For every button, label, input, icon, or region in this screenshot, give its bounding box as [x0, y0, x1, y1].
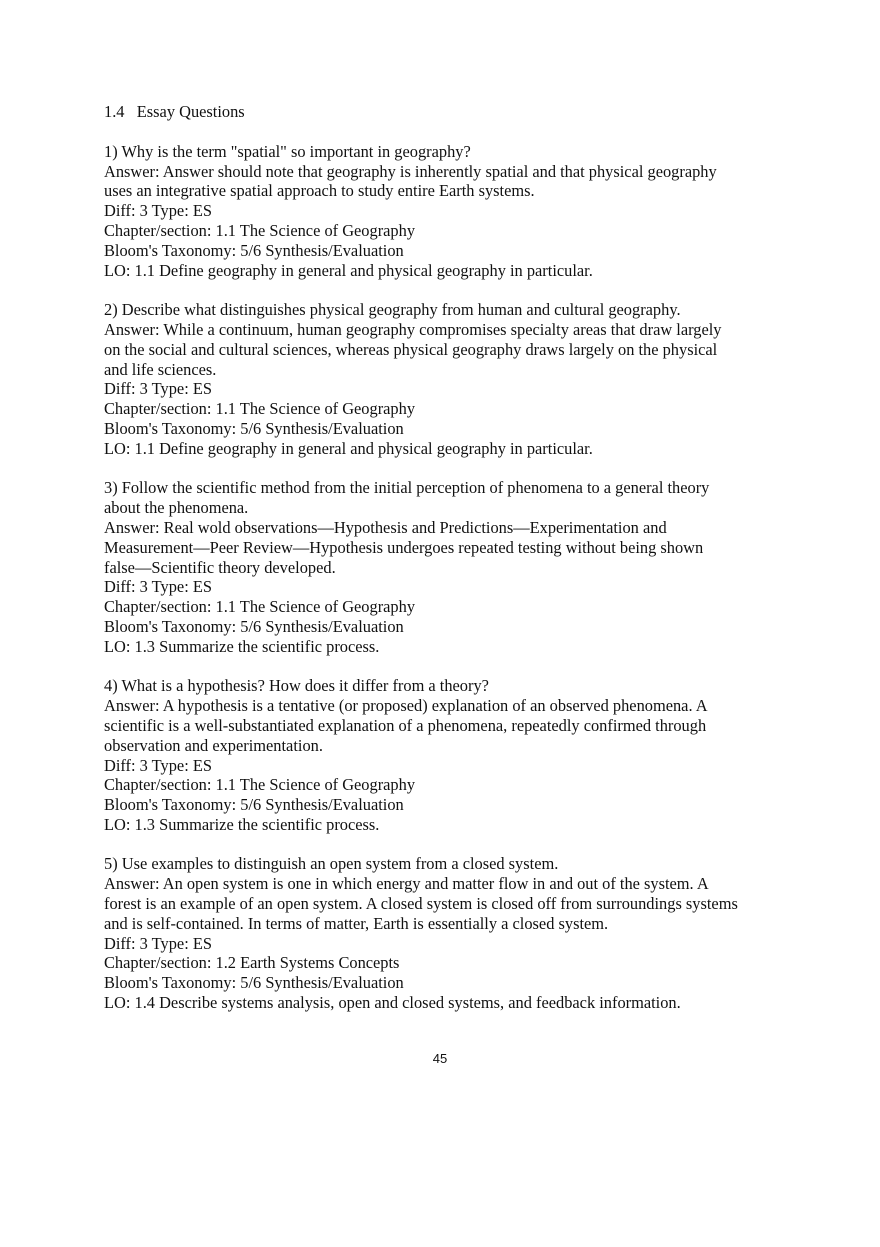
question-block — [104, 142, 780, 281]
answer-text: Answer: Answer should note that geography is inherently spatial and that physical geography — [104, 161, 717, 181]
page-content — [104, 102, 780, 1033]
question-list — [104, 142, 780, 1013]
learning-objective-line: LO: 1.4 Describe systems analysis, open and closed systems, and feedback information. — [104, 993, 681, 1013]
learning-objective-line: LO: 1.3 Summarize the scientific process. — [104, 814, 380, 834]
question-block — [104, 478, 780, 656]
question-text: 4) What is a hypothesis? How does it differ from a theory? — [104, 676, 489, 696]
text-line: and is self-contained. In terms of matter, Earth is essentially a closed system. — [104, 913, 609, 933]
answer-text: Answer: Real wold observations—Hypothesis and Predictions—Experimentation and — [104, 517, 667, 537]
chapter-section-line: Chapter/section: 1.1 The Science of Geography — [104, 775, 416, 795]
text-line: observation and experimentation. — [104, 735, 323, 755]
difficulty-line: Diff: 3 Type: ES — [104, 933, 212, 953]
blooms-taxonomy-line: Bloom's Taxonomy: 5/6 Synthesis/Evaluation — [104, 418, 404, 438]
question-block — [104, 300, 780, 458]
question-text: 5) Use examples to distinguish an open system from a closed system. — [104, 854, 559, 874]
difficulty-line: Diff: 3 Type: ES — [104, 379, 212, 399]
question-block — [104, 854, 780, 1012]
difficulty-line: Diff: 3 Type: ES — [104, 201, 212, 221]
learning-objective-line: LO: 1.1 Define geography in general and physical geography in particular. — [104, 260, 593, 280]
blooms-taxonomy-line: Bloom's Taxonomy: 5/6 Synthesis/Evaluation — [104, 973, 404, 993]
text-line: uses an integrative spatial approach to study entire Earth systems. — [104, 181, 535, 201]
blooms-taxonomy-line: Bloom's Taxonomy: 5/6 Synthesis/Evaluation — [104, 795, 404, 815]
question-text: 1) Why is the term "spatial" so important in geography? — [104, 141, 471, 161]
answer-text: Answer: While a continuum, human geography compromises specialty areas that draw largely — [104, 319, 722, 339]
learning-objective-line: LO: 1.1 Define geography in general and physical geography in particular. — [104, 438, 593, 458]
question-text: 2) Describe what distinguishes physical geography from human and cultural geography. — [104, 300, 681, 320]
answer-text: Answer: A hypothesis is a tentative (or proposed) explanation of an observed phenomena. A — [104, 696, 708, 716]
section-heading: 1.4 Essay Questions — [104, 102, 245, 121]
text-line: scientific is a well-substantiated explanation of a phenomena, repeatedly confirmed through — [104, 715, 707, 735]
text-line: on the social and cultural sciences, whereas physical geography draws largely on the physical — [104, 339, 718, 359]
difficulty-line: Diff: 3 Type: ES — [104, 755, 212, 775]
text-line: and life sciences. — [104, 359, 217, 379]
text-line: Measurement—Peer Review—Hypothesis undergoes repeated testing without being shown — [104, 537, 704, 557]
text-line: forest is an example of an open system. A closed system is closed off from surroundings systems — [104, 894, 738, 914]
chapter-section-line: Chapter/section: 1.1 The Science of Geography — [104, 220, 416, 240]
page-number: 45 — [432, 1051, 448, 1066]
text-line: about the phenomena. — [104, 498, 249, 518]
learning-objective-line: LO: 1.3 Summarize the scientific process. — [104, 636, 380, 656]
blooms-taxonomy-line: Bloom's Taxonomy: 5/6 Synthesis/Evaluation — [104, 240, 404, 260]
answer-text: Answer: An open system is one in which energy and matter flow in and out of the system. A — [104, 874, 709, 894]
chapter-section-line: Chapter/section: 1.2 Earth Systems Concepts — [104, 953, 400, 973]
chapter-section-line: Chapter/section: 1.1 The Science of Geography — [104, 597, 416, 617]
question-text: 3) Follow the scientific method from the initial perception of phenomena to a general theory — [104, 478, 710, 498]
chapter-section-line: Chapter/section: 1.1 The Science of Geography — [104, 399, 416, 419]
difficulty-line: Diff: 3 Type: ES — [104, 577, 212, 597]
question-block — [104, 676, 780, 834]
blooms-taxonomy-line: Bloom's Taxonomy: 5/6 Synthesis/Evaluation — [104, 616, 404, 636]
text-line: false—Scientific theory developed. — [104, 557, 336, 577]
